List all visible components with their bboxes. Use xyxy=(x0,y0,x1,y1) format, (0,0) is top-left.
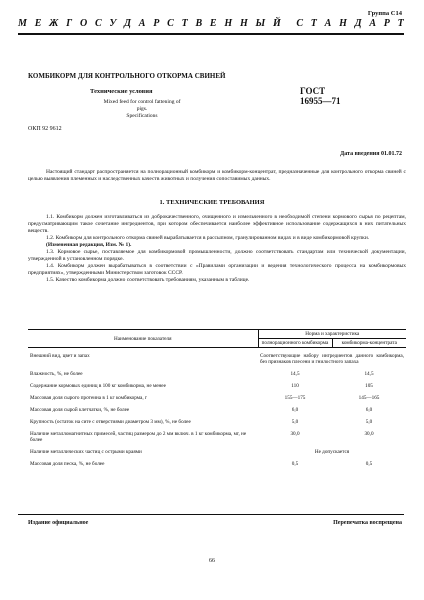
row-value-concentrate: 0,5 xyxy=(365,461,373,467)
row-value-merged: Не допускается xyxy=(314,449,350,455)
row-value-full: 14,5 xyxy=(290,371,300,377)
row-value-full: 6,0 xyxy=(291,407,299,413)
banner-letter: С xyxy=(296,18,303,29)
row-value-concentrate: 105 xyxy=(365,383,373,389)
row-value-concentrate: 6,0 xyxy=(365,407,373,413)
banner-letter: Д xyxy=(354,18,362,29)
banner-letter: Н xyxy=(239,18,248,29)
row-value-full: 110 xyxy=(291,383,299,389)
row-indicator: Наличие металлических частиц с острыми краями xyxy=(30,449,142,455)
paragraph-1-4: 1.4. Комбикорм должен вырабатываться в соответствии с «Правилами организации и ведения технологического процесса на комбикормовых предприятиях», утвержденными Министерством заготовок СССР. xyxy=(28,263,406,276)
english-title xyxy=(100,99,184,120)
group-code: Группа С14 xyxy=(367,10,402,17)
table-header-indicator: Наименование показателя xyxy=(28,330,258,348)
row-indicator: Массовая доля песка, %, не более xyxy=(30,461,105,467)
table-row xyxy=(28,414,406,426)
table-bottom-rule xyxy=(18,514,404,515)
banner-letter: А xyxy=(369,18,376,29)
gost-label: ГОСТ xyxy=(300,86,326,96)
banner-letter: В xyxy=(195,18,203,29)
section-heading: 1. ТЕХНИЧЕСКИЕ ТРЕБОВАНИЯ xyxy=(159,199,265,206)
row-indicator: Содержание кормовых единиц в 100 кг комбикорма, не менее xyxy=(30,383,166,389)
section1-body xyxy=(28,214,406,284)
gost-number: 16955—71 xyxy=(300,96,341,106)
quality-table xyxy=(28,329,406,468)
banner-letter: Т xyxy=(310,18,317,29)
official-edition: Издание официальное xyxy=(28,520,89,526)
document-title: КОМБИКОРМ ДЛЯ КОНТРОЛЬНОГО ОТКОРМА СВИНЕЙ xyxy=(28,72,226,80)
table-row xyxy=(28,426,406,444)
banner-letter: Т xyxy=(397,18,404,29)
banner-letter: Е xyxy=(34,18,42,29)
row-indicator: Внешний вид, цвет и запах xyxy=(30,353,90,359)
table-header-concentrate: комбикорма-концентрата xyxy=(332,339,406,348)
row-value-concentrate: 5,0 xyxy=(365,419,373,425)
row-indicator: Влажность, %, не более xyxy=(30,371,83,377)
table-row xyxy=(28,378,406,390)
document-subtitle: Технические условия xyxy=(90,88,153,95)
okp-code: ОКП 92 9612 xyxy=(28,126,62,132)
row-value-full: 30,0 xyxy=(290,431,300,437)
row-value-full: 0,5 xyxy=(291,461,299,467)
table-header-norm: Норма и характеристика xyxy=(258,330,406,339)
gost-block xyxy=(300,86,341,106)
banner-letter: Й xyxy=(272,18,281,29)
banner-letter: Т xyxy=(181,18,188,29)
row-value-concentrate: 30,0 xyxy=(364,431,374,437)
row-indicator: Крупность (остаток на сите с отверстиями диаметром 3 мм), %, не более xyxy=(30,419,191,425)
paragraph-1-3: 1.3. Кормовое сырье, поставляемое для комбикормовой промышленности, должно соответствовать стандартам или технической документации, утвержденной в установленном порядке. xyxy=(28,249,406,262)
row-value-full: 155—175 xyxy=(284,395,306,401)
header-rule xyxy=(18,33,404,35)
banner-letter: Н xyxy=(224,18,233,29)
table-row xyxy=(28,402,406,414)
banner-letter: О xyxy=(79,18,88,29)
banner-letter: М xyxy=(18,18,27,29)
banner-letter: А xyxy=(138,18,146,29)
banner-letter: Е xyxy=(209,18,217,29)
paragraph-1-2: 1.2. Комбикорм для контрольного откорма свиней вырабатывается в рассыпном, гранулированном видах и в виде комбикормовой крупки. xyxy=(46,235,370,241)
table-row xyxy=(28,390,406,402)
row-value-merged: Соответствующие набору ингредиентов данного комбикорма, без признаков плесени и гнилостного запаха xyxy=(260,353,404,365)
introduction-date: Дата введения 01.01.72 xyxy=(340,151,402,157)
banner-letter: Ж xyxy=(49,18,59,29)
banner-letter: С xyxy=(94,18,102,29)
table-row xyxy=(28,348,406,367)
banner-letter: Ы xyxy=(255,18,266,29)
table-header-full: полнорационного комбикорма xyxy=(258,339,332,348)
row-value-full: 5,0 xyxy=(291,419,299,425)
page-number: 66 xyxy=(209,558,215,564)
banner-letter: Н xyxy=(339,18,347,29)
banner-letter: Р xyxy=(383,18,390,29)
interstate-standard-banner xyxy=(18,18,404,32)
row-value-concentrate: 145—165 xyxy=(358,395,380,401)
table-row xyxy=(28,366,406,378)
row-indicator: Массовая доля сырого протеина в 1 кг комбикорма, г xyxy=(30,395,148,401)
banner-letter: А xyxy=(324,18,332,29)
intro-paragraph: Настоящий стандарт распространяется на полнорационный комбикорм и комбикорм-концентрат, предназначенные для контрольного откорма свиней с целью выявления племенных и наследственных качеств животных и получения сопоставимых данных. xyxy=(28,169,406,182)
english-title-line2: Specifications xyxy=(126,113,158,119)
english-title-line1: Mixed feed for control fattening of pigs. xyxy=(103,99,181,112)
banner-letter: Д xyxy=(124,18,131,29)
row-value-concentrate: 14,5 xyxy=(364,371,374,377)
paragraph-1-5: 1.5. Качество комбикорма должно соответствовать требованиям, указанным в таблице. xyxy=(46,277,250,283)
row-indicator: Массовая доля сырой клетчатки, %, не более xyxy=(30,407,130,413)
banner-letter: У xyxy=(109,18,117,29)
banner-letter: Р xyxy=(153,18,160,29)
banner-letter: С xyxy=(167,18,174,29)
table-body xyxy=(28,348,406,469)
banner-letter: Г xyxy=(66,18,73,29)
amendment-note: (Измененная редакция, Изм. № 1). xyxy=(46,242,132,248)
row-indicator: Наличие металломагнитных примесей, частиц размером до 2 мм включ. в 1 кг комбикорма, мг, не более xyxy=(30,431,247,443)
table-row xyxy=(28,444,406,456)
paragraph-1-1: 1.1. Комбикорм должен изготавливаться из доброкачественного, очищенного и измельченного в необходимой степени кормового сырья по рецептам, предусматривающим такое сочетание ингредиентов, при котором обеспечивается наиболее эффективное использование содержащихся в них питательных веществ. xyxy=(28,214,406,234)
table-row xyxy=(28,456,406,468)
reprint-prohibited: Перепечатка воспрещена xyxy=(333,520,402,526)
